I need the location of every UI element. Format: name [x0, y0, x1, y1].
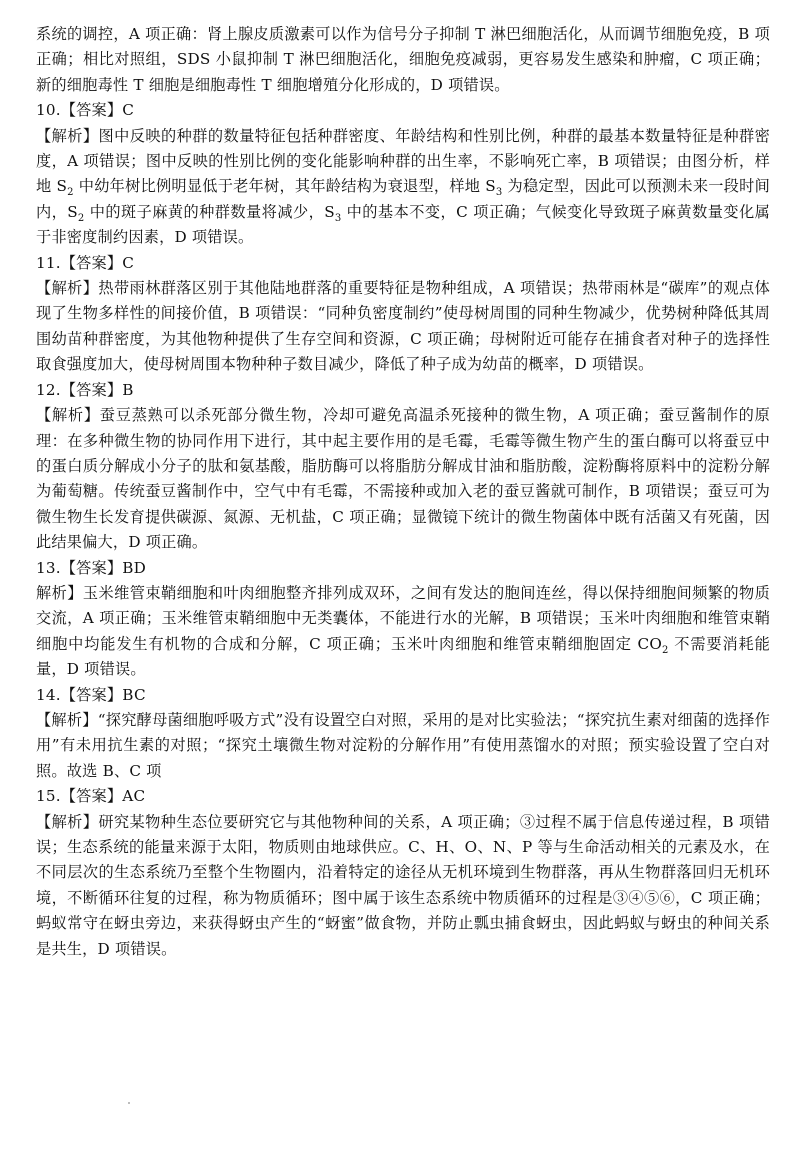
explanation-13: 解析】玉米维管束鞘细胞和叶肉细胞整齐排列成双环，之间有发达的胞间连丝，得以保持细胞间频繁的物质交流，A 项正确；玉米维管束鞘细胞中无类囊体，不能进行水的光解，B 项错误；玉米叶肉细胞和维管束鞘细胞中均能发生有机物的合成和分解，C 项正确；玉米叶肉细胞和维管束鞘细胞固定 $CO_2$ 不需要消耗能量，D 项错误。	[36, 583, 770, 679]
answer-13: 13.【答案】BD	[36, 558, 147, 577]
answer-14: 14.【答案】BC	[36, 685, 146, 704]
scan-speck	[128, 1102, 130, 1104]
answer-12: 12.【答案】B	[36, 380, 134, 399]
continued-explanation-paragraph: 系统的调控，A 项正确：肾上腺皮质激素可以作为信号分子抑制 T 淋巴细胞活化，从而调节细胞免疫，B 项正确；相比对照组，SDS 小鼠抑制 T 淋巴细胞活化，细胞免疫减弱，更容易发生感染和肿瘤，C 项正确；新的细胞毒性 T 细胞是细胞毒性 T 细胞增殖分化形成的，D 项错误。	[36, 25, 770, 94]
explanation-10: 【解析】图中反映的种群的数量特征包括种群密度、年龄结构和性别比例，种群的最基本数量特征是种群密度，A 项错误；图中反映的性别比例的变化能影响种群的出生率，不影响死亡率，B 项错误；由图分析，样地 $S_2$ 中幼年树比例明显低于老年树，其年龄结构为衰退型，样地 $S_3$ 为稳定型，因此可以预测未来一段时间内，$S_2$ 中的斑子麻黄的种群数量将减少，$S_3$ 中的基本不变，C 项正确；气候变化导致斑子麻黄数量变化属于非密度制约因素，D 项错误。	[36, 126, 770, 247]
explanation-11: 【解析】热带雨林群落区别于其他陆地群落的重要特征是物种组成，A 项错误；热带雨林是“碳库”的观点体现了生物多样性的间接价值，B 项错误：“同种负密度制约”使母树周围的同种生物减少，优势树种降低其周围幼苗种群密度，为其他物种提供了生存空间和资源，C 项正确；母树附近可能存在捕食者对种子的选择性取食强度加大，使母树周围本物种种子数目减少，降低了种子成为幼苗的概率，D 项错误。	[36, 279, 770, 374]
answer-10: 10.【答案】C	[36, 101, 135, 120]
answer-explanations-page	[36, 22, 770, 962]
explanation-12: 【解析】蚕豆蒸熟可以杀死部分微生物，冷却可避免高温杀死接种的微生物，A 项正确；蚕豆酱制作的原理：在多种微生物的协同作用下进行，其中起主要作用的是毛霉，毛霉等微生物产生的蛋白酶可以将蚕豆中的蛋白质分解成小分子的肽和氨基酸，脂肪酶可以将脂肪分解成甘油和脂肪酸，淀粉酶将原料中的淀粉分解为葡萄糖。传统蚕豆酱制作中，空气中有毛霉，不需接种或加入老的蚕豆酱就可制作，B 项错误；蚕豆可为微生物生长发育提供碳源、氮源、无机盐，C 项正确；显微镜下统计的微生物菌体中既有活菌又有死菌，因此结果偏大，D 项正确。	[36, 406, 770, 552]
explanation-15: 【解析】研究某物种生态位要研究它与其他物种间的关系，A 项正确；③过程不属于信息传递过程，B 项错误；生态系统的能量来源于太阳，物质则由地球供应。C、H、O、N、P 等与生命活动相关的元素及水，在不同层次的生态系统乃至整个生物圈内，沿着特定的途径从无机环境到生物群落，再从生物群落回归无机环境，不断循环往复的过程，称为物质循环；图中属于该生态系统中物质循环的过程是③④⑤⑥，C 项正确；蚂蚁常守在蚜虫旁边，来获得蚜虫产生的“蚜蜜”做食物，并防止瓢虫捕食蚜虫，因此蚂蚁与蚜虫的种间关系是共生，D 项错误。	[36, 812, 770, 958]
answer-11: 11.【答案】C	[36, 253, 135, 272]
explanation-14: 【解析】“探究酵母菌细胞呼吸方式”没有设置空白对照，采用的是对比实验法；“探究抗生素对细菌的选择作用”有未用抗生素的对照；“探究土壤微生物对淀粉的分解作用”有使用蒸馏水的对照；预实验设置了空白对照。故选 B、C 项	[36, 710, 770, 780]
answer-15: 15.【答案】AC	[36, 787, 146, 806]
